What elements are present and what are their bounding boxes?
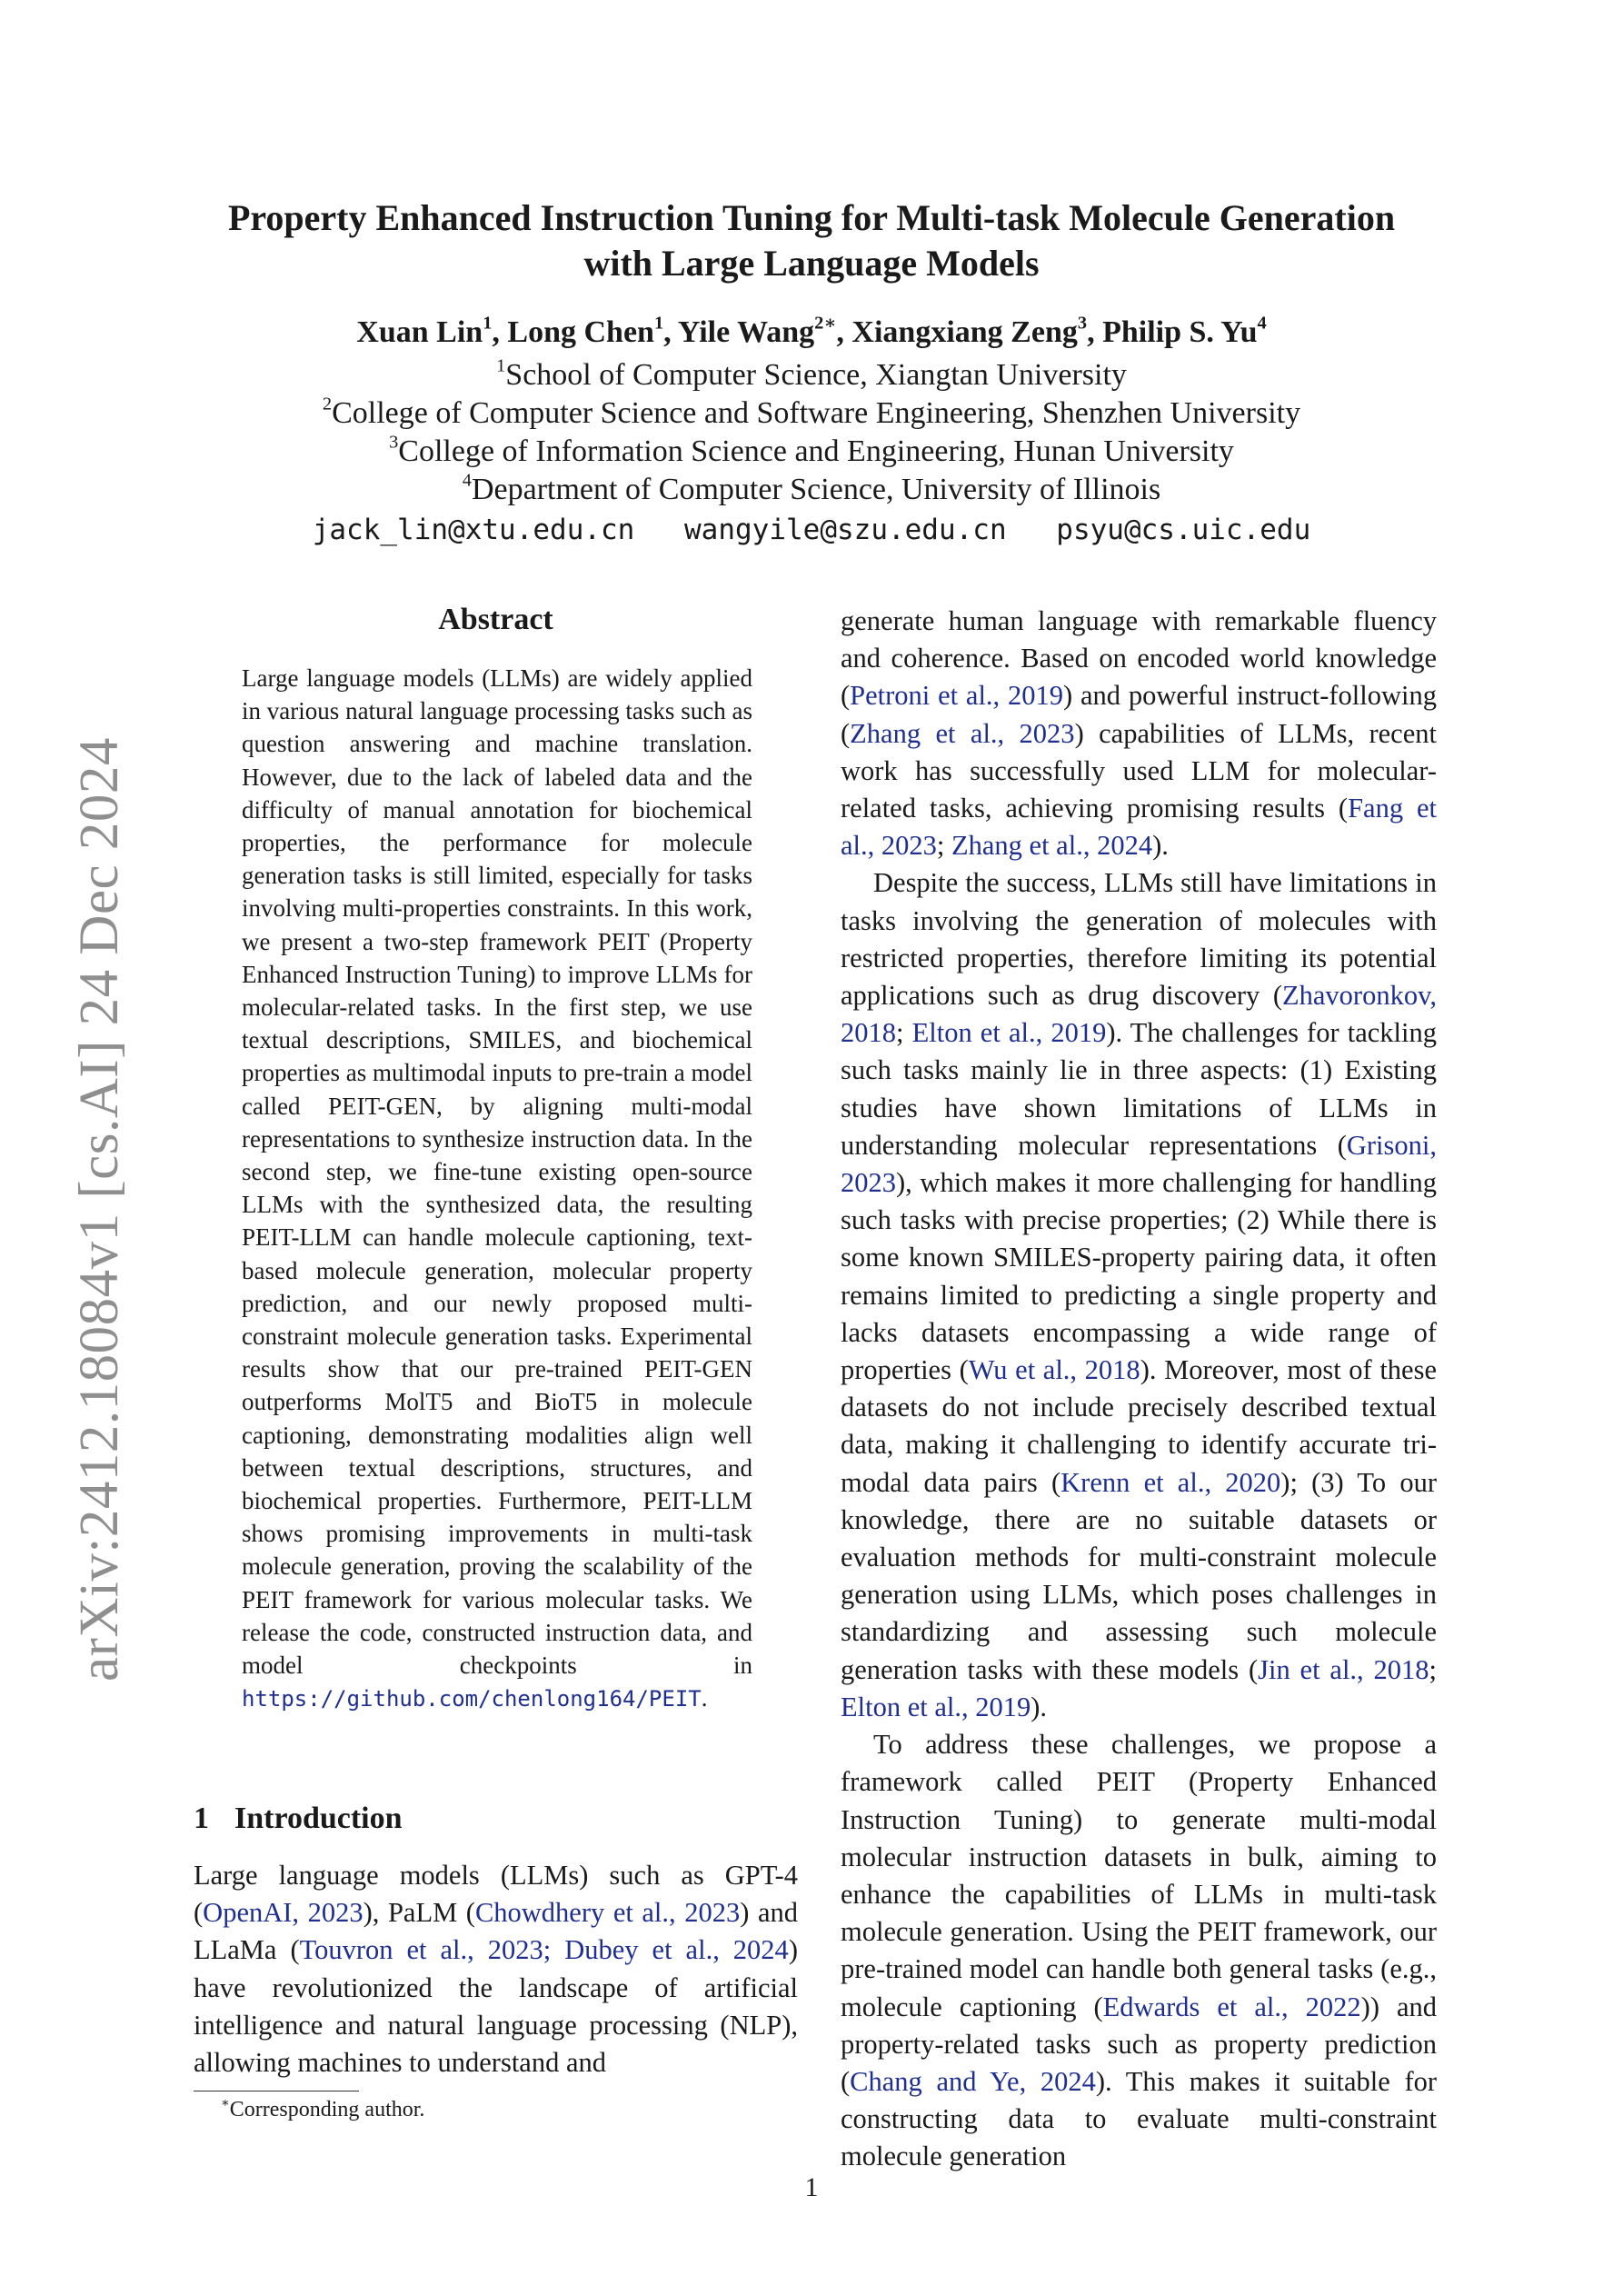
affiliation	[145, 356, 1478, 394]
author-affil-mark: 4	[1257, 313, 1267, 334]
text-run: Despite the success, LLMs still have limitations in tasks involving the generation of molecules with restricted properties, therefore limiting its potential applications such as drug discovery (	[841, 867, 1437, 1012]
paper-title	[145, 195, 1478, 286]
page-number: 1	[804, 2172, 819, 2202]
citation-link[interactable]: Fang et al., 2023	[841, 793, 1437, 862]
abstract-text: Large language models (LLMs) are widely applied in various natural language processing tasks such as question answering and machine translation. However, due to the lack of labeled data and the difficulty of manual annotation for biochemical properties, the performance for molecule generation tasks is still limited, especially for tasks involving multi-properties constraints. In this work, we present a two-step framework PEIT (Property Enhanced Instruction Tuning) to improve LLMs for molecular-related tasks. In the first step, we use textual descriptions, SMILES, and biochemical properties as multimodal inputs to pre-train a model called PEIT-GEN, by aligning multi-modal representations to synthesize instruction data. In the second step, we fine-tune existing open-source LLMs with the synthesized data, the resulting PEIT-LLM can handle molecule captioning, text-based molecule generation, molecular property prediction, and our newly proposed multi-constraint molecule generation tasks. Experimental results show that our pre-trained PEIT-GEN outperforms MolT5 and BioT5 in molecule captioning, demonstrating modalities align well between textual descriptions, structures, and biochemical properties. Furthermore, PEIT-LLM shows promising improvements in multi-task molecule generation, proving the scalability of the PEIT framework for various molecular tasks. We release the code, constructed instruction data, and model checkpoints in	[242, 664, 752, 1680]
affiliation-text: School of Computer Science, Xiangtan University	[505, 358, 1127, 392]
citation-link[interactable]: Elton et al., 2019	[911, 1017, 1107, 1049]
author-name: Philip S. Yu	[1102, 315, 1258, 349]
citation-link[interactable]: Chowdhery et al., 2023	[474, 1897, 741, 1929]
citation-link[interactable]: Petroni et al., 2019	[850, 680, 1063, 712]
author-affil-mark: 1	[483, 313, 493, 334]
author-name: Xiangxiang Zeng	[851, 315, 1078, 349]
text-run: Large language models (LLMs) such as GPT-4 (	[194, 1860, 798, 1929]
text-run: ) have revolutionized the landscape of artificial intelligence and natural language processing (NLP), allowing machines to understand and	[194, 1934, 798, 2079]
citation-link[interactable]: Krenn et al., 2020	[1060, 1466, 1281, 1498]
citation-link[interactable]: Wu et al., 2018	[968, 1354, 1140, 1386]
section-number: 1	[194, 1802, 209, 1835]
citation-link[interactable]: Edwards et al., 2022	[1102, 1991, 1361, 2022]
citation-link[interactable]: OpenAI, 2023	[203, 1897, 363, 1929]
text-run: ;	[1429, 1653, 1437, 1685]
affiliation-list	[145, 356, 1478, 509]
email-address[interactable]: jack_lin@xtu.edu.cn	[312, 514, 635, 546]
affiliation	[145, 433, 1478, 471]
affiliation-text: College of Information Science and Engineering, Hunan University	[398, 434, 1234, 468]
abstract-end: .	[701, 1684, 708, 1712]
citation-link[interactable]: Elton et al., 2019	[841, 1691, 1031, 1722]
text-run: ) capabilities of LLMs, recent work has successfully used LLM for molecular-related tasks, achieving promising results (	[841, 717, 1437, 824]
author-affil-mark: 1	[653, 313, 664, 334]
paragraph	[841, 1726, 1437, 2175]
text-run: ), which makes it more challenging for handling such tasks with precise properties; (2) While there is some known SMILES-property pairing data, it often remains limited to predicting a single property and lacks datasets encompassing a wide range of properties (	[841, 1167, 1437, 1386]
citation-link[interactable]: Touvron et al., 2023; Dubey et al., 2024	[299, 1934, 789, 1966]
footnote-mark: ∗	[221, 2095, 230, 2111]
author-name: Yile Wang	[677, 315, 815, 349]
footnote-text: Corresponding author.	[229, 2098, 425, 2121]
affiliation	[145, 471, 1478, 509]
email-list	[145, 511, 1478, 549]
affiliation-text: College of Computer Science and Software Engineering, Shenzhen University	[332, 396, 1301, 430]
code-link[interactable]: https://github.com/chenlong164/PEIT	[242, 1686, 702, 1712]
author-name: Long Chen	[507, 315, 654, 349]
author-affil-mark: 2∗	[814, 313, 837, 334]
abstract-body	[242, 662, 752, 1716]
right-column	[841, 603, 1437, 2176]
title-line-1: Property Enhanced Instruction Tuning for Multi-task Molecule Generation	[227, 197, 1396, 238]
citation-link[interactable]: Zhang et al., 2023	[850, 717, 1075, 749]
paragraph	[841, 864, 1437, 1726]
paragraph	[841, 603, 1437, 864]
affil-mark: 1	[496, 355, 506, 376]
footnote	[221, 2095, 425, 2122]
section-title: Introduction	[234, 1802, 403, 1835]
section-heading-introduction	[194, 1802, 403, 1836]
affil-mark: 2	[322, 394, 333, 414]
arxiv-stamp: arXiv:2412.18084v1 [cs.AI] 24 Dec 2024	[69, 737, 130, 1682]
text-run: ).	[1152, 830, 1169, 862]
text-run: ). The challenges for tackling such tasks mainly lie in three aspects: (1) Existing studies have shown limitations of LLMs in understanding molecular representations (	[841, 1017, 1437, 1161]
text-run: ;	[936, 830, 951, 862]
affil-mark: 4	[462, 470, 472, 491]
author-list: Xuan Lin$^1$, Long Chen$^1$, Yile Wang$^{2∗}$, Xiangxiang Zeng$^3$, Philip S. Yu$^4$	[356, 313, 1267, 349]
text-run: ;	[896, 1017, 912, 1049]
text-run: ); (3) To our knowledge, there are no suitable datasets or evaluation methods for multi-constraint molecule generation using LLMs, which poses challenges in standardizing and assessing such molecule generation tasks with these models (	[841, 1466, 1437, 1685]
author-affil-mark: 3	[1077, 313, 1088, 334]
text-run: ), PaLM (	[363, 1897, 475, 1929]
citation-link[interactable]: Grisoni, 2023	[841, 1129, 1437, 1199]
author-name: Xuan Lin	[356, 315, 483, 349]
citation-link[interactable]: Zhang et al., 2024	[951, 830, 1153, 862]
text-run: generate human language with remarkable fluency and coherence. Based on encoded world knowledge (	[841, 605, 1437, 712]
title-line-2: with Large Language Models	[583, 243, 1040, 284]
email-address[interactable]: psyu@cs.uic.edu	[1056, 514, 1311, 546]
text-run: ) and powerful instruct-following (	[841, 680, 1437, 749]
text-run: ). Moreover, most of these datasets do not include precisely described textual data, making it challenging to identify accurate tri-modal data pairs (	[841, 1354, 1437, 1498]
affiliation	[145, 394, 1478, 433]
affil-mark: 3	[389, 432, 399, 453]
text-run: )) and property-related tasks such as property prediction (	[841, 1991, 1437, 2097]
citation-link[interactable]: Chang and Ye, 2024	[850, 2065, 1096, 2097]
citation-link[interactable]: Jin et al., 2018	[1258, 1653, 1429, 1685]
text-run: ).	[1031, 1691, 1048, 1722]
text-run: ). This makes it suitable for constructing data to evaluate multi-constraint molecule generation	[841, 2065, 1438, 2172]
abstract-heading: Abstract	[438, 603, 553, 636]
email-address[interactable]: wangyile@szu.edu.cn	[684, 514, 1007, 546]
affiliation-text: Department of Computer Science, University of Illinois	[471, 473, 1161, 506]
intro-paragraph	[194, 1857, 798, 2081]
text-run: To address these challenges, we propose a framework called PEIT (Property Enhanced Instruction Tuning) to generate multi-modal molecular instruction datasets in bulk, aiming to enhance the capabilities of LLMs in multi-task molecule generation. Using the PEIT framework, our pre-trained model can handle both general tasks (e.g., molecule captioning (	[841, 1729, 1437, 2022]
text-run: ) and LLaMa (	[194, 1897, 798, 1966]
citation-link[interactable]: Zhavoronkov, 2018	[841, 980, 1437, 1049]
